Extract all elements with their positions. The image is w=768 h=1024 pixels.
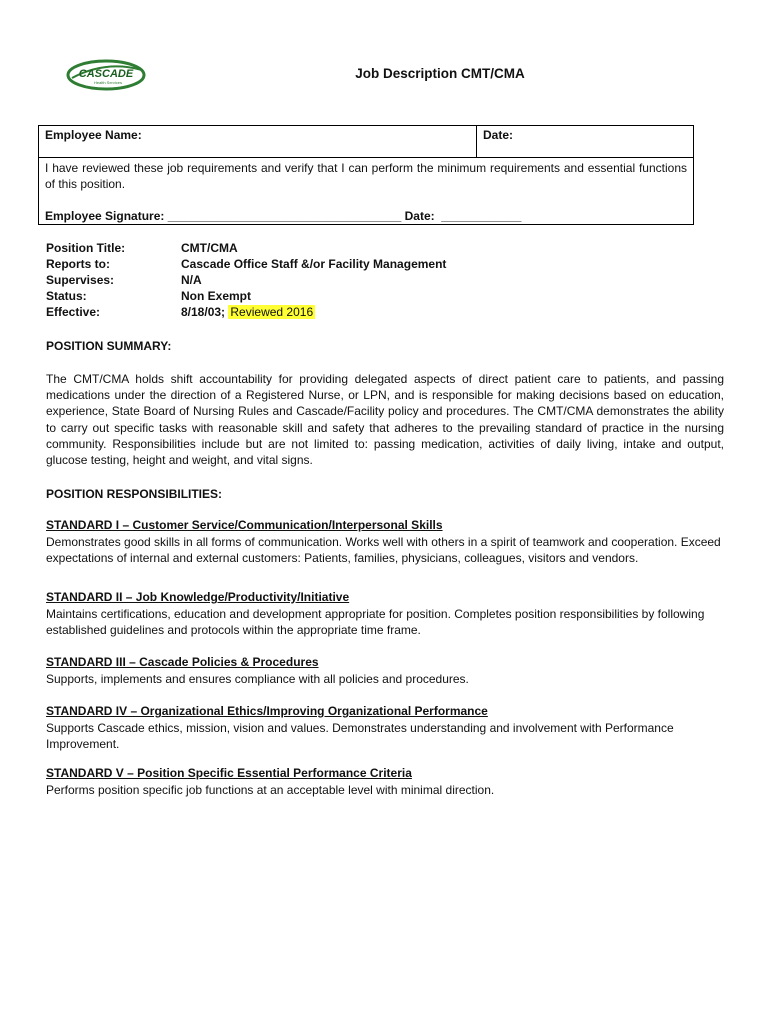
info-label: Reports to: [46,257,110,271]
info-row-title [46,240,606,256]
effective-date: 8/18/03; [181,305,226,319]
standard-text: Demonstrates good skills in all forms of communication. Works well with others in a spirit of teamwork and cooperation. Exceed expectations of internal and external customers: Patients, families, physicians, colleagues, visitors and vendors. [46,534,721,565]
standard-text: Supports, implements and ensures compliance with all policies and procedures. [46,671,469,686]
standard-text: Performs position specific job functions at an acceptable level with minimal direction. [46,782,495,797]
cell-divider [476,126,477,157]
standard-block [46,517,726,567]
summary-heading: POSITION SUMMARY: [46,339,172,353]
standard-title: STANDARD III – Cascade Policies & Procedures [46,655,319,669]
reviewed-highlight: Reviewed 2016 [230,305,314,319]
standard-block [46,703,726,753]
info-row-reports [46,256,606,272]
standard-title: STANDARD II – Job Knowledge/Productivity/Initiative [46,590,350,604]
page-title: Job Description CMT/CMA [355,66,525,81]
cascade-logo [66,58,146,92]
standard-title: STANDARD V – Position Specific Essential Performance Criteria [46,766,412,780]
signature-box [38,125,694,225]
info-label: Effective: [46,305,101,319]
attestation-text: I have reviewed these job requirements and verify that I can perform the minimum requirements and essential functions of this position. [45,161,687,191]
info-value: Cascade Office Staff &/or Facility Management [181,257,447,271]
info-value: Non Exempt [181,289,252,303]
logo-subtext: Health Services [93,80,123,85]
position-info [46,240,606,320]
standard-block [46,589,726,639]
employee-name-label: Employee Name: [45,128,142,142]
standard-title: STANDARD I – Customer Service/Communication/Interpersonal Skills [46,518,443,532]
signature-line: Employee Signature: ___________________________________ Date: ____________ [45,209,522,223]
logo-text: CASCADE [78,68,134,80]
responsibilities-heading: POSITION RESPONSIBILITIES: [46,487,223,501]
info-value [181,304,315,320]
signature-header-row [39,126,693,158]
info-row-supervises [46,272,606,288]
info-value: N/A [181,273,202,287]
logo-graphic [66,58,146,92]
info-row-effective [46,304,606,320]
standard-text: Maintains certifications, education and development appropriate for position. Completes position responsibilities by following established guidelines and protocols within the appropriate time frame. [46,606,705,637]
info-label: Position Title: [46,241,126,255]
standard-text: Supports Cascade ethics, mission, vision and values. Demonstrates understanding and involvement with Performance Improvement. [46,720,674,751]
summary-text: The CMT/CMA holds shift accountability for providing delegated aspects of direct patient care to patients, and passing medications under the direction of a Registered Nurse, or LPN, and is responsible for making decisions based on education, experience, State Board of Nursing Rules and Cascade/Facility policy and procedures. The CMT/CMA demonstrates the ability to carry out specific tasks with reasonable skill and safety that adheres to the prevailing standard of practice in the nursing community. Responsibilities include but are not limited to: passing medication, activities of daily living, intake and output, glucose testing, height and weight, and vital signs. [46,372,724,468]
info-row-status [46,288,606,304]
date-label: Date: [483,128,514,142]
info-label: Supervises: [46,273,115,287]
info-label: Status: [46,289,87,303]
standard-title: STANDARD IV – Organizational Ethics/Improving Organizational Performance [46,704,488,718]
standard-block [46,765,726,798]
info-value: CMT/CMA [181,241,238,255]
standard-block [46,654,726,687]
